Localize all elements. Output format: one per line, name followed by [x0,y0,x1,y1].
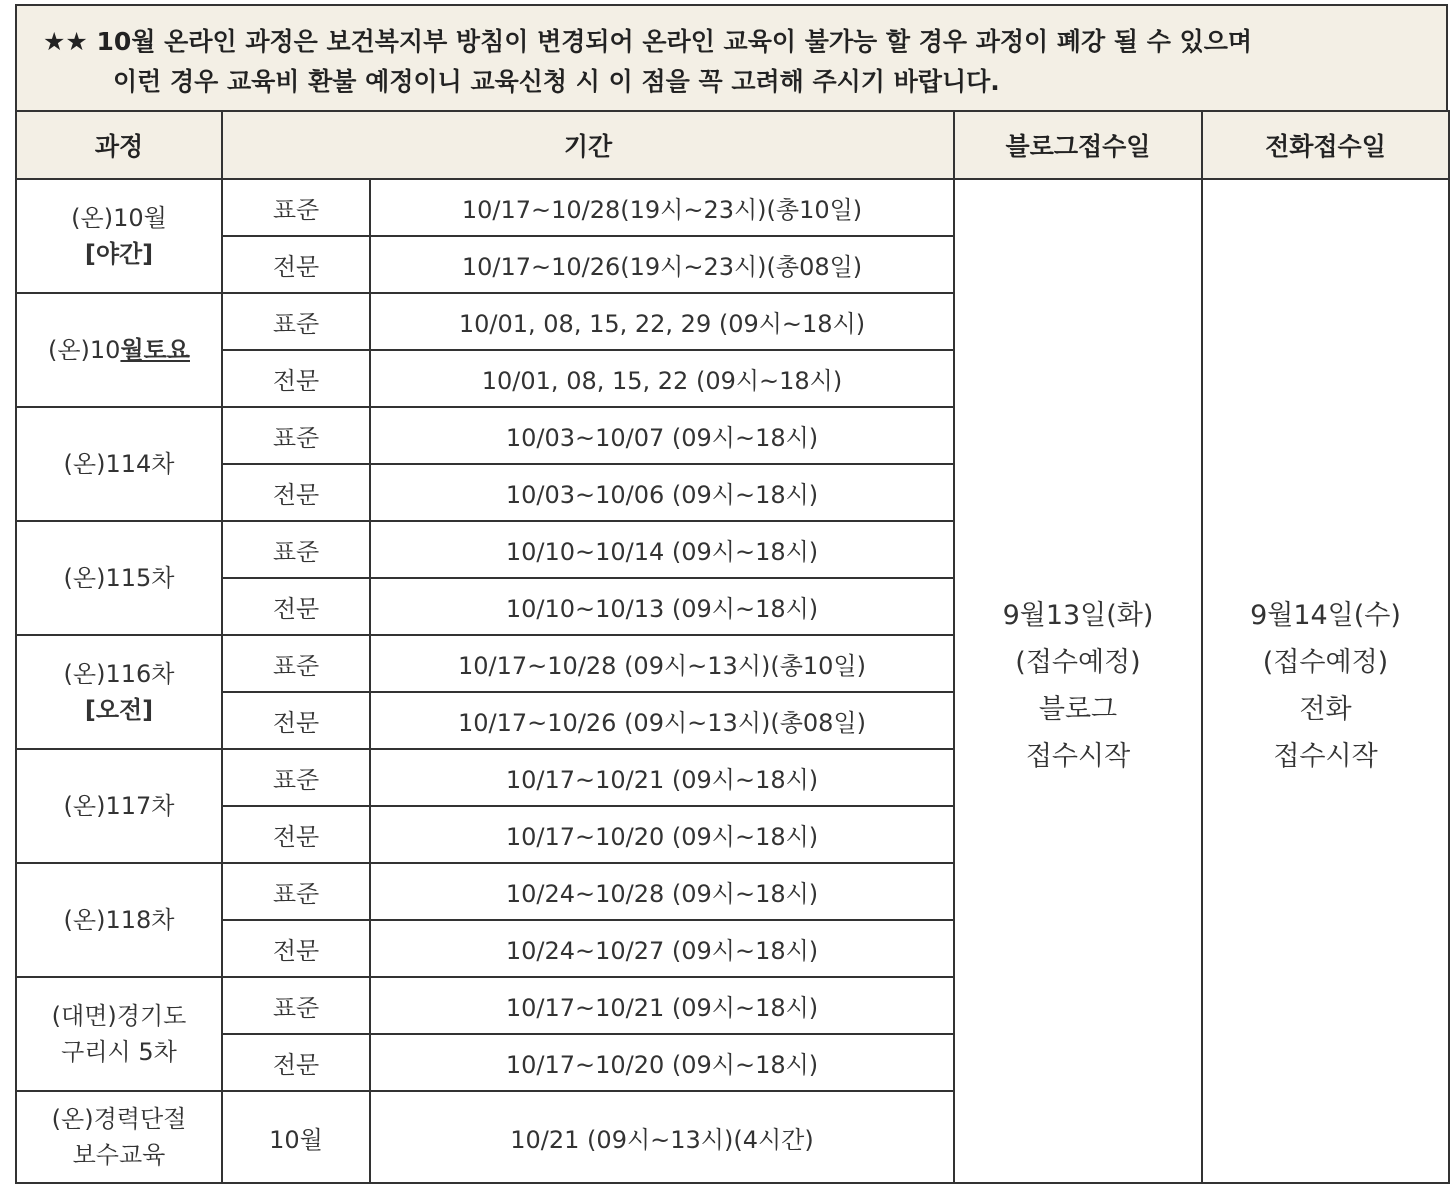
period-cell: 10/17~10/26(19시~23시)(총08일) [370,236,954,293]
table-row [16,179,1449,236]
type-cell: 표준 [222,749,370,806]
blog-receipt-start: 접수시작 [1025,741,1131,772]
course-cell [16,179,222,293]
course-tag: [오전] [84,696,154,724]
type-cell: 표준 [222,977,370,1034]
period-cell: 10/10~10/13 (09시~18시) [370,578,954,635]
course-cell [16,1091,222,1183]
period-cell: 10/17~10/20 (09시~18시) [370,806,954,863]
header-course: 과정 [16,111,222,179]
header-phone: 전화접수일 [1202,111,1449,179]
period-cell: 10/01, 08, 15, 22, 29 (09시~18시) [370,293,954,350]
notice-line-2: 이런 경우 교육비 환불 예정이니 교육신청 시 이 점을 꼭 고려해 주시기 바랍니다. [113,67,1000,96]
type-cell: 표준 [222,407,370,464]
period-cell: 10/10~10/14 (09시~18시) [370,521,954,578]
period-cell: 10/24~10/27 (09시~18시) [370,920,954,977]
course-cell: (온)114차 [16,407,222,521]
course-tag: [야간] [84,240,154,268]
header-blog: 블로그접수일 [954,111,1202,179]
course-name: (온)116차 [63,660,175,688]
type-cell: 표준 [222,293,370,350]
course-name: (온)10 [47,336,121,364]
period-cell: 10/01, 08, 15, 22 (09시~18시) [370,350,954,407]
period-cell: 10/17~10/26 (09시~13시)(총08일) [370,692,954,749]
course-cell [16,293,222,407]
type-cell: 표준 [222,521,370,578]
type-cell: 표준 [222,635,370,692]
course-name: (온)경력단절 [51,1105,187,1133]
course-cell [16,635,222,749]
course-cell: (온)115차 [16,521,222,635]
course-cell: (온)117차 [16,749,222,863]
header-period: 기간 [222,111,954,179]
phone-receipt-cell [1202,179,1449,1183]
type-cell: 전문 [222,920,370,977]
period-cell: 10/03~10/06 (09시~18시) [370,464,954,521]
blog-receipt-cell [954,179,1202,1183]
course-cell: (온)118차 [16,863,222,977]
type-cell: 전문 [222,350,370,407]
course-tag: 구리시 5차 [61,1038,177,1066]
phone-receipt-label: 전화 [1299,694,1352,725]
period-cell: 10/03~10/07 (09시~18시) [370,407,954,464]
type-cell: 전문 [222,236,370,293]
phone-receipt-date: 9월14일(수) [1250,600,1401,631]
type-cell: 표준 [222,863,370,920]
course-name: (온)10월 [71,204,167,232]
blog-receipt-label: 블로그 [1038,694,1118,725]
period-cell: 10/17~10/21 (09시~18시) [370,977,954,1034]
notice-box [15,4,1448,110]
type-cell: 표준 [222,179,370,236]
period-cell: 10/17~10/28(19시~23시)(총10일) [370,179,954,236]
type-cell: 전문 [222,578,370,635]
period-cell: 10/17~10/21 (09시~18시) [370,749,954,806]
blog-receipt-note: (접수예정) [1015,647,1141,678]
course-tag: 보수교육 [72,1141,166,1169]
header-row [16,111,1449,179]
course-tag: 월토요 [120,336,190,364]
type-cell: 전문 [222,692,370,749]
period-cell: 10/24~10/28 (09시~18시) [370,863,954,920]
schedule-table [15,110,1450,1184]
course-name: (대면)경기도 [51,1002,187,1030]
schedule-document [15,4,1448,1184]
type-cell: 전문 [222,1034,370,1091]
period-cell: 10/17~10/20 (09시~18시) [370,1034,954,1091]
phone-receipt-start: 접수시작 [1273,741,1378,772]
course-cell [16,977,222,1091]
period-cell: 10/21 (09시~13시)(4시간) [370,1091,954,1183]
type-cell: 10월 [222,1091,370,1183]
type-cell: 전문 [222,464,370,521]
notice-line-1: ★★ 10월 온라인 과정은 보건복지부 방침이 변경되어 온라인 교육이 불가능 할 경우 과정이 폐강 될 수 있으며 [43,27,1253,56]
phone-receipt-note: (접수예정) [1262,647,1389,678]
period-cell: 10/17~10/28 (09시~13시)(총10일) [370,635,954,692]
type-cell: 전문 [222,806,370,863]
blog-receipt-date: 9월13일(화) [1002,600,1154,631]
